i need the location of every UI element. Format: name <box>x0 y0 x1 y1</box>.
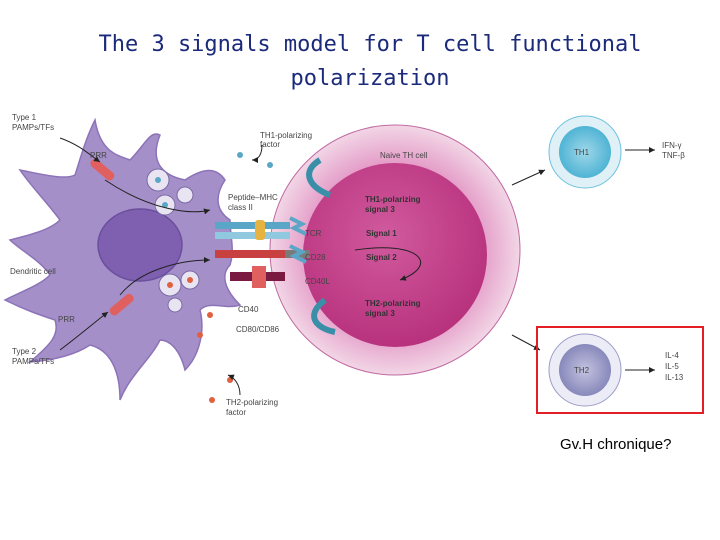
label-cd40: CD40 <box>238 305 259 314</box>
label-naive-th: Naive TH cell <box>380 151 428 160</box>
label-prr-top: PRR <box>90 151 107 160</box>
label-il4: IL-4 <box>665 351 679 360</box>
label-signal3-th2-line2: signal 3 <box>365 309 395 318</box>
label-peptide-mhc-line2: class II <box>228 203 253 212</box>
label-cd80-86: CD80/CD86 <box>236 325 280 334</box>
label-signal3-th1-line2: signal 3 <box>365 205 395 214</box>
label-type1-line1: Type 1 <box>12 113 37 122</box>
label-prr-bottom: PRR <box>58 315 75 324</box>
label-dendritic-cell: Dendritic cell <box>10 267 56 276</box>
label-tcr: TCR <box>305 229 322 238</box>
label-th1-factor-line1: TH1-polarizing <box>260 131 313 140</box>
label-th1-cell: TH1 <box>574 148 590 157</box>
label-th2-factor-line1: TH2-polarizing <box>226 398 279 407</box>
label-type2-line1: Type 2 <box>12 347 37 356</box>
label-cd40l: CD40L <box>305 277 330 286</box>
label-ifn-gamma: IFN-γ <box>662 141 682 150</box>
slide-title: The 3 signals model for T cell functional polarization <box>98 32 642 91</box>
label-type2-line2: PAMPs/TFs <box>12 357 55 366</box>
label-signal1: Signal 1 <box>366 229 397 238</box>
caption: Gv.H chronique? <box>560 436 672 453</box>
label-signal3-th1-line1: TH1-polarizing <box>365 195 421 204</box>
th2-highlight-box <box>536 326 704 414</box>
label-peptide-mhc-line1: Peptide–MHC <box>228 193 278 202</box>
label-th1-factor-line2: factor <box>260 140 281 149</box>
label-th2-cell: TH2 <box>574 366 590 375</box>
label-signal2: Signal 2 <box>366 253 397 262</box>
label-il13: IL-13 <box>665 373 684 382</box>
label-tnf-beta: TNF-β <box>662 151 685 160</box>
label-th2-factor-line2: factor <box>226 408 247 417</box>
label-type1-line2: PAMPs/TFs <box>12 123 55 132</box>
label-cd28: CD28 <box>305 253 326 262</box>
label-il5: IL-5 <box>665 362 679 371</box>
dendritic-cell-nucleus <box>98 209 182 281</box>
label-signal3-th2-line1: TH2-polarizing <box>365 299 421 308</box>
